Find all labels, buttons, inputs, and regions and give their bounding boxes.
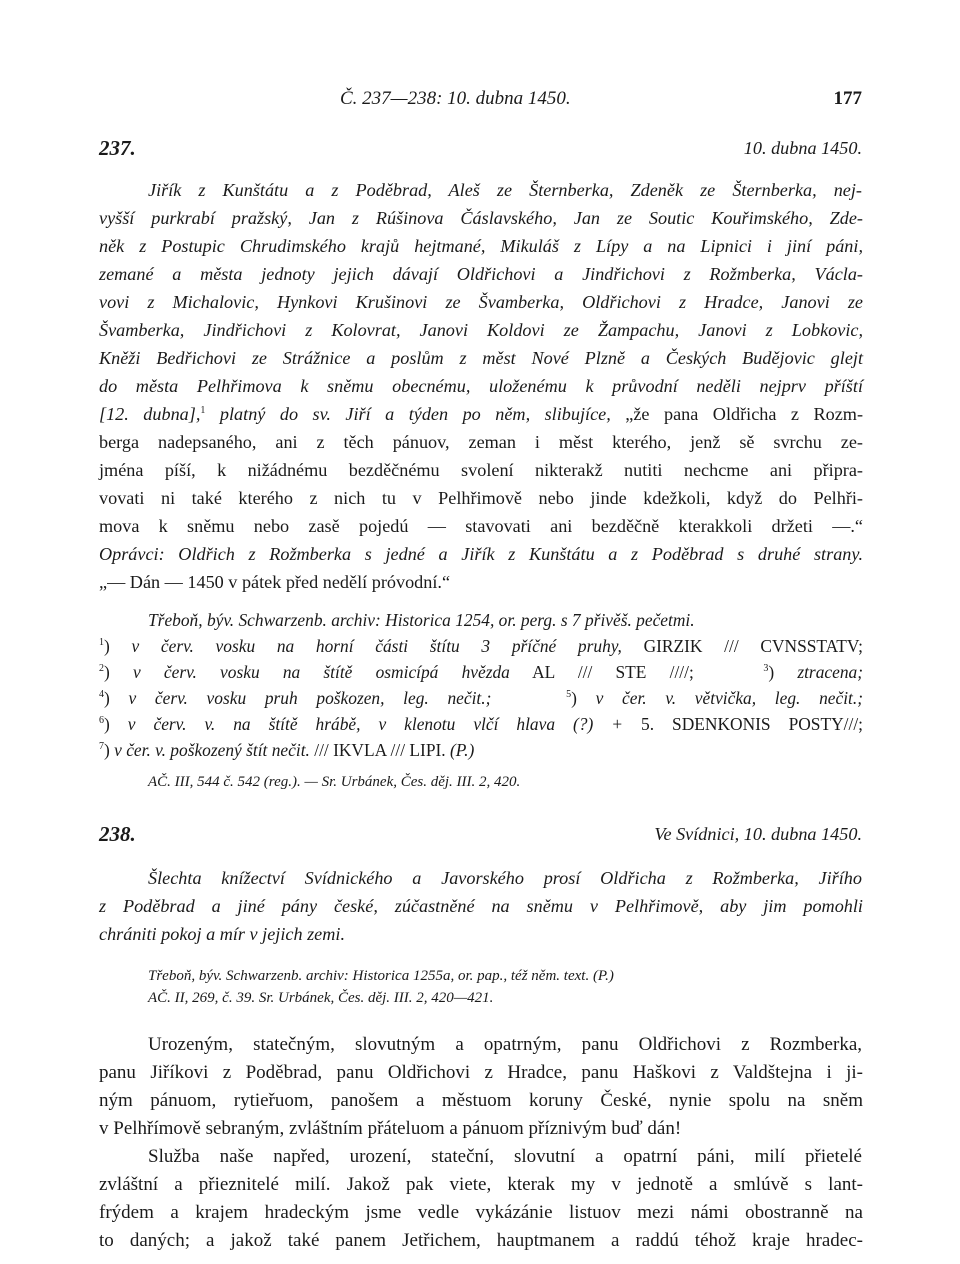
seal-line: $^7$) v čer. v. poškozený štít nečit. /// IKVLA /// LIPI. (P.) [99, 740, 475, 760]
seal-description: v červ. vosku na horní části štítu 3 příčné pruhy, [109, 636, 622, 656]
text-line: jména píší, k nižádnému bezděčnému svolení nikterakž nutiti nechcme ani připra- [99, 460, 863, 480]
page-number: 177 [833, 88, 862, 109]
regest-line: do města Pelhřimova k sněmu obecnému, uloženému k průvodní neděli nejprv příští [99, 376, 863, 396]
seal-number: 5 [566, 689, 572, 701]
document-date-237: 10. dubna 1450. [743, 138, 862, 158]
text-line: mova k sněmu nebo zasě pojedú — stavovati ani bezděčně kterakkoli držeti —.“ [99, 516, 863, 536]
seal-description: v červ. vosku pruh poškozen, leg. nečit.; [109, 688, 492, 708]
seal-description: v červ. v. na štítě hrábě, v klenotu vlčí hlava (?) + [109, 714, 624, 734]
seal-number: 3 [763, 663, 769, 675]
document-number-238: 238. [99, 822, 136, 846]
seal-line: $^6$) v červ. v. na štítě hrábě, v klenotu vlčí hlava (?) + 5. SDENKONIS POSTY///; [99, 714, 863, 734]
regest-line: Švamberka, Jindřichovi z Kolovrat, Janovi Koldovi ze Žampachu, Janovi z Lobkovic, [99, 320, 863, 340]
text-line: ným pánuom, rytieřuom, panošem a městuom koruny České, nynie spolu na sněm [99, 1090, 863, 1111]
regest-line: vovi z Michalovic, Hynkovi Krušinovi ze Švamberka, Oldřichovi z Hradce, Janovi ze [99, 292, 863, 312]
seal-line: $^2$) v červ. vosku na štítě osmicípá hvězda AL /// STE ////; $^3$) ztracena; [99, 662, 864, 682]
document-place-date-238: Ve Svídnici, 10. dubna 1450. [654, 824, 862, 844]
seal-legend: 5. SDENKONIS POSTY///; [623, 714, 863, 734]
regest-line: Šlechta knížectví Svídnického a Javorského prosí Oldřicha z Rožmberka, Jiřího [148, 868, 862, 888]
seal-number: 7 [99, 741, 104, 753]
regest-line: z Poděbrad a jiné pány české, zúčastněné na sněmu v Pelhřimově, aby jim pomohli [99, 896, 863, 916]
seal-description: (P.) [445, 740, 475, 760]
opravci-line: Oprávci: Oldřich z Rožmberka s jedné a Jiřík z Kunštátu a z Poděbrad s druhé strany. [99, 544, 863, 564]
regest-line: něk z Postupic Chrudimského krajů hejtmané, Mikuláš z Lípy a na Lipnici i jiní páni, [99, 236, 863, 256]
text-line: vovati ni také kterého z nich tu v Pelhřimově nebo jinde kdežkoli, když do Pelhři- [99, 488, 863, 508]
running-title: Č. 237—238: 10. dubna 1450. [340, 88, 571, 109]
regest-fragment: platný do sv. Jiří a týden po něm, slibujíce, [205, 404, 611, 424]
seal-description: ztracena; [774, 662, 864, 682]
regest-line-mixed [99, 404, 863, 425]
seal-legend: /// IKVLA /// LIPI. [309, 740, 446, 760]
text-line: berga nadepsaného, ani z těch pánuov, zeman i měst kterého, jenž sě svrchu ze- [99, 432, 863, 452]
reference-line: AČ. II, 269, č. 39. Sr. Urbánek, Čes. děj. III. 2, 420—421. [148, 990, 494, 1006]
seal-number: 6 [99, 715, 104, 727]
seal-legend: AL /// STE ////; [509, 662, 694, 682]
seal-number: 1 [99, 637, 104, 649]
text-line: Služba naše napřed, urození, stateční, slovutní a opatrní páni, milí přietelé [148, 1146, 862, 1167]
seal-line: $^4$) v červ. vosku pruh poškozen, leg. nečit.; $^5$) v čer. v. větvička, leg. nečit.; [99, 688, 864, 708]
dan-line: „— Dán — 1450 v pátek před nedělí próvodní.“ [99, 572, 451, 592]
seal-number: 4 [99, 689, 104, 701]
archive-source: Třeboň, býv. Schwarzenb. archiv: Historica 1254, or. perg. s 7 přivěš. pečetmi. [148, 610, 695, 630]
reference-line: AČ. III, 544 č. 542 (reg.). — Sr. Urbánek, Čes. děj. III. 2, 420. [148, 774, 521, 790]
text-line: Urozeným, statečným, slovutným a opatrným, panu Oldřichovi z Rozmberka, [148, 1034, 862, 1055]
text-line: frýdem a krajem hradeckým jsme vedle vykázánie listuov mezi námi obostranně na [99, 1202, 863, 1223]
regest-line: Kněži Bedřichovi ze Strážnice a poslům z měst Nové Plzně a Českých Budějovic glejt [99, 348, 863, 368]
regest-line: zemané a města jednoty jejich dávají Oldřichovi a Jindřichovi z Rožmberka, Václa- [99, 264, 863, 284]
seal-description: v červ. vosku na štítě osmicípá hvězda [109, 662, 510, 682]
archive-source: Třeboň, býv. Schwarzenb. archiv: Historica 1255a, or. pap., též něm. text. (P.) [148, 968, 614, 984]
footnote-marker: 1 [200, 404, 206, 416]
text-line: v Pelhřímově sebraným, zvláštním přáteluom a pánuom příznivým buď dán! [99, 1118, 682, 1139]
document-number-237: 237. [99, 136, 136, 160]
seal-description: v čer. v. větvička, leg. nečit.; [576, 688, 864, 708]
text-line: to daných; a jakož také panem Jetřichem, hauptmanem a raddú téhož kraje hradec- [99, 1230, 863, 1251]
regest-date-fragment: [12. dubna], [99, 404, 201, 424]
seal-number: 2 [99, 663, 104, 675]
seal-legend: GIRZIK /// CVNSSTATV; [621, 636, 864, 656]
regest-line: vyšší purkrabí pražský, Jan z Rúšinova Čáslavského, Jan ze Soutic Kouřimského, Zde- [99, 208, 863, 228]
regest-line: Jiřík z Kunštátu a z Poděbrad, Aleš ze Šternberka, Zdeněk ze Šternberka, nej- [148, 180, 862, 200]
seal-description: v čer. v. poškozený štít nečit. [109, 740, 310, 760]
text-fragment: „že pana Oldřicha z Rozm- [610, 404, 863, 424]
regest-line: chrániti pokoj a mír v jejich zemi. [99, 924, 345, 944]
text-line: zvláštní a přieznitelé milí. Jakož pak viete, kterak my v jednotě a smlúvě s lant- [99, 1174, 863, 1195]
text-line: panu Jiříkovi z Poděbrad, panu Oldřichovi z Hradce, panu Haškovi z Valdštejna i ji- [99, 1062, 863, 1083]
seal-line: $^1$) v červ. vosku na horní části štítu 3 příčné pruhy, GIRZIK /// CVNSSTATV; [99, 636, 864, 656]
